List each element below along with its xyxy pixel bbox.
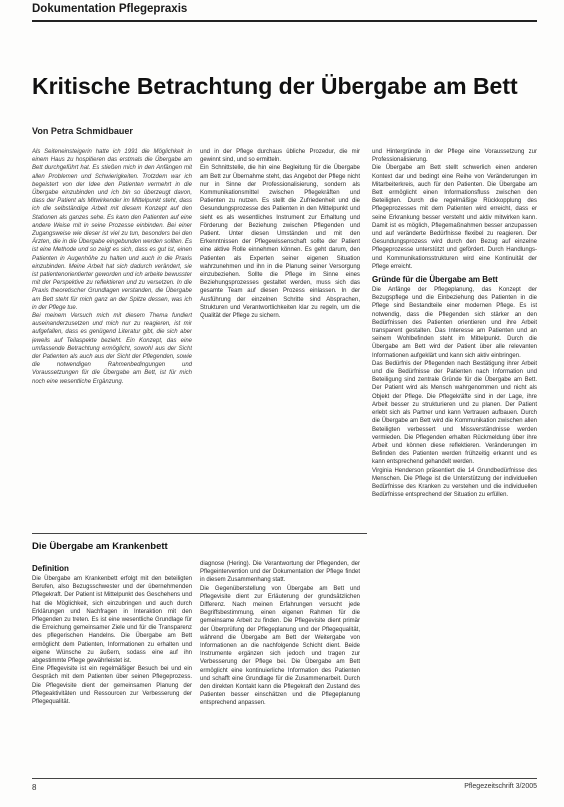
footer-rule (32, 778, 537, 779)
paragraph: und Hintergründe in der Pflege eine Voraussetzung zur Professionalisierung. (372, 149, 537, 164)
header-rule (32, 20, 537, 22)
intro-paragraph: Als Seiteneinsteigerin hatte ich 1991 die Möglichkeit in einem Haus zu hospitieren das erstmals die Übergabe am Bett durchgeführt hat. Es stießen mich in den Anfängen mit allen Problemen und Schwierigkeiten. Trotzdem war ich begeistert von der Idee den Patienten vermehrt in die Übergabe einzubinden und ich bin so überzeugt davon, dass der Patient als Mitwirkender im Mittelpunkt steht, dass ich die selbständige Arbeit mit diesem Konzept auf den Stationen als ganzes sehe. Es kann den Patienten auf eine andere Weise mit in seine Prozesse einbinden. Bei einer Zugangsweise wie dieser ist viel zu tun, besonders bei den Ärzten, die in die Übergabe eingebunden werden sollten. Es ist eine Methode und so zeigt es sich, dass es gut ist, einen Patienten in Augenhöhe zu halten und auch in die Praxis einzubinden. Meine Arbeit hat sich dadurch verändert, sie ist patientenorientierter geworden und ich arbeite bewusster mit der Perspektive zu reflektieren und zu versetzen. In die Praxis theoretischer Grundlagen verstanden, die Übergabe am Bett steht für mich ganz an der Spitze dessen, was ich in der Pflege tue. (32, 149, 192, 311)
page-number: 8 (32, 783, 37, 792)
section-rule (32, 533, 367, 534)
paragraph: Die Übergabe am Bett stellt schwerlich einen anderen Kontext dar und bedingt eine Reihe von Veränderungen im Mitarbeiterkreis, auch für den Patienten. Die Übergabe am Bett ermöglicht einen Informationsfluss zwischen den Beteiligten. Durch die regelmäßige Rückkopplung des Pflegeprozesses mit dem Patienten wird erreicht, dass er seine Erkrankung besser versteht und aktiv mitwirken kann. Damit ist es möglich, Pflegemaßnahmen besser anzupassen und auf veränderte Bedürfnisse flexibel zu reagieren. Der Gesundungsprozess wird durch den Bezug auf einzelne Pflegeprozesse unterstützt und gefördert. Durch Handlungs- und Kommunikationsstrukturen wird eine Kontinuität der Pflege erreicht. (372, 165, 537, 270)
column-3 (372, 148, 537, 770)
paragraph: Die Übergabe am Krankenbett erfolgt mit den beteiligten Berufen, also Bezugsschwester und der übernehmenden Pflegekraft. Der Patient ist Mittelpunkt des Geschehens und hat die Möglichkeit, sich einzubringen und auch durch Erklärungen und Nachfragen in Interaktion mit den Pflegenden zu treten. Es ist eine wesentliche Grundlage für die Erreichung gemeinsamer Ziele und für die Transparenz des pflegerischen Handelns. Die Übergabe am Bett ermöglicht dem Patienten, Informationen zu erhalten und eigene Wünsche zu äußern, sodass eine auf ihn abgestimmte Pflege gewährleistet ist. (32, 576, 192, 665)
intro-paragraph-2: Bei meinem Versuch mich mit diesem Thema fundiert auseinanderzusetzen und mich nur zu reagieren, ist mir aufgefallen, dass es genügend Literatur gibt, die sich aber jeweils auf Teilaspekte bezieht. Ein Konzept, das eine umfassende Betrachtung ermöglicht, sowohl aus der Sicht der Patienten als auch aus der Sicht der Pflegenden, sowie die notwendigen Rahmenbedingungen und Voraussetzungen für die Übergabe am Bett, ist für mich noch eine wesentliche Ergänzung. (32, 313, 192, 385)
journal-info: Pflegezeitschrift 3/2005 (464, 783, 537, 790)
subheading-gruende: Gründe für die Übergabe am Bett (372, 275, 498, 285)
paragraph: diagnose (Hering). Die Verantwortung der Pflegenden, der Pflegeintervention und der Dokumentation der Pflege findet in diesem Zusammenhang statt. (200, 561, 360, 584)
section-header: Dokumentation Pflegepraxis (32, 3, 188, 15)
paragraph: Virginia Henderson präsentiert die 14 Grundbedürfnisse des Menschen. Die Pflege ist die Unterstützung der individuellen Bedürfnisse des Kranken zu verstehen und die individuellen Bedürfnisse entsprechend der Situation zu erfüllen. (372, 467, 537, 499)
article-author: Von Petra Schmidbauer (32, 126, 133, 136)
paragraph: und in der Pflege durchaus übliche Prozedur, die mir gewinnt sind, und so ermitteln. (200, 149, 360, 164)
paragraph: Eine Pflegevisite ist ein regelmäßiger Besuch bei und ein Gespräch mit dem Patienten über seinen Pflegeprozess. Die Pflegevisite dient der gemeinsamen Planung der Pflegeaktivitäten und Ressourcen zur Verbesserung der Pflegequalität. (32, 666, 192, 706)
paragraph: Ein Schnittstelle, die hin eine Begleitung für die Übergabe am Bett zur Übernahme steht, das Angebot der Pflege nicht nur in Sinne der Professionalisierung, sondern als Kommunikationsmittel zwischen Pflegekräften und Patienten zu nutzen. Es stellt die Zufriedenheit und die Gesundungsprozesse des Patienten in den Mittelpunkt und sieht es als wesentliches Instrument zur Erhaltung und Förderung der Beziehung zwischen Pflegenden und Patient. Unter diesen Umständen und mit den Erkenntnissen der Pflegewissenschaft sollte der Patient eine aktive Rolle einnehmen können. Es geht darum, den Patienten als Experten seiner eigenen Situation wahrzunehmen und ihn in die Planung seiner Versorgung einzubeziehen. Sollte die Pflege im Sinne eines Beziehungsprozesses gestaltet werden, muss sich das gesamte Team auf diesen Prozess einlassen. In der Ausführung der einzelnen Schritte sind Absprachen, Strukturen und Verantwortlichkeiten klar zu regeln, um die Qualität der Pflege zu sichern. (200, 165, 360, 320)
paragraph: Die Anfänge der Pflegeplanung, das Konzept der Bezugspflege und die Einbeziehung des Patienten in die Pflege sind Bestandteile einer modernen Pflege. Es ist notwendig, dass die Pflegenden sich stärker an den Bedürfnissen des Patienten orientieren und ihre Arbeit transparent gestalten. Das Interesse am Patienten und an seinem Wohlbefinden steht im Mittelpunkt. Durch die Übergabe am Bett wird der Patient über alle relevanten Informationen aufgeklärt und kann sich aktiv einbringen. (372, 287, 537, 359)
column-1-upper (32, 148, 192, 526)
article-title: Kritische Betrachtung der Übergabe am Bett (32, 73, 518, 99)
column-2-lower (200, 560, 360, 772)
column-2-upper (200, 148, 360, 526)
paragraph: Die Gegenüberstellung von Übergabe am Bett und Pflegevisite dient zur Erläuterung der grundsätzlichen Differenz. Nach meinen Erfahrungen versucht jede Begriffsbestimmung, einen eigenen Rahmen für die gemeinsame Arbeit zu finden. Die Pflegevisite dient primär der Überprüfung der Pflegeplanung und der Pflegequalität, während die Übergabe am Bett der Weitergabe von Informationen an die nachfolgende Schicht dient. Beide Instrumente ergänzen sich jedoch und tragen zur Verbesserung der Pflege bei. Die Übergabe am Bett ermöglicht eine kontinuierliche Information des Patienten und schafft eine Grundlage für die Zusammenarbeit. Durch den direkten Kontakt kann die Pflegekraft den Zustand des Patienten besser einschätzen und die Pflegeplanung entsprechend anpassen. (200, 585, 360, 707)
section-heading: Die Übergabe am Krankenbett (32, 541, 168, 552)
subheading-definition: Definition (32, 564, 69, 573)
paragraph: Das Bedürfnis der Pflegenden nach Bestätigung ihrer Arbeit und die Bedürfnisse der Patienten nach Information und Beteiligung sind zentrale Gründe für die Übergabe am Bett. Der Patient wird als Mensch wahrgenommen und nicht als Objekt der Pflege. Die Pflegekräfte sind in der Lage, ihre Arbeit besser zu strukturieren und zu planen. Der Patient erlebt sich als Partner und kann Vertrauen aufbauen. Durch die Übergabe am Bett wird die Kommunikation zwischen allen Beteiligten verbessert und Missverständnisse werden vermieden. Die Pflegenden erhalten Rückmeldung über ihre Arbeit und können diese reflektieren. Veränderungen im Befinden des Patienten werden frühzeitig erkannt und es kann entsprechend gehandelt werden. (372, 360, 537, 466)
column-1-lower (32, 560, 192, 772)
